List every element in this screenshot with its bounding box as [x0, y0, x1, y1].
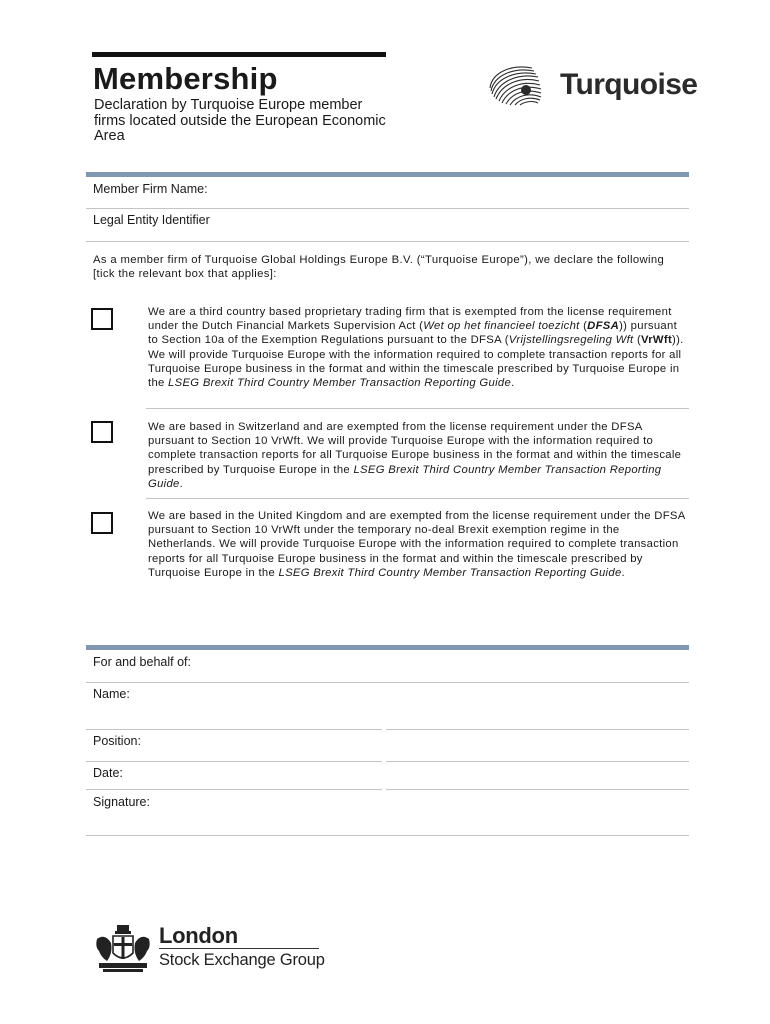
- date-label: Date:: [93, 766, 123, 780]
- option-2-checkbox[interactable]: [91, 421, 113, 443]
- lei-field[interactable]: [86, 241, 689, 242]
- section-divider: [86, 645, 689, 650]
- page-title: Membership: [93, 61, 278, 96]
- position-field[interactable]: [386, 761, 689, 762]
- member-firm-name-field[interactable]: [86, 208, 689, 209]
- lseg-logo: [93, 921, 333, 977]
- turquoise-logo: [486, 62, 706, 110]
- page-subtitle: Declaration by Turquoise Europe member firms located outside the European Economic Area: [94, 97, 386, 144]
- name-field-rule: [86, 729, 382, 730]
- option-1-checkbox[interactable]: [91, 308, 113, 330]
- name-label: Name:: [93, 687, 130, 701]
- option-3-text: We are based in the United Kingdom and are exempted from the license requirement under the DFSA pursuant to Section 10 VrWft under the temporary no-deal Brexit exemption regime in the Netherlands. We will provide Turquoise Europe with the information required to complete transaction reports for all Turquoise Europe business in the format and within the timescale prescribed by Turquoise Europe in the LSEG Brexit Third Country Member Transaction Reporting Guide.: [148, 510, 685, 579]
- position-field-rule: [86, 761, 382, 762]
- option-1-text: We are a third country based proprietary trading firm that is exempted from the license requirement under the Dutch Financial Markets Supervision Act (Wet op het financieel toezicht (DFSA)) pursuant to Section 10a of the Exemption Regulations pursuant to the DFSA (Vrijstellingsregeling Wft (VrWft)). We will provide Turquoise Europe with the information required to complete transaction reports for all Turquoise Europe business in the format and within the timescale prescribed by Turquoise Europe in the LSEG Brexit Third Country Member Transaction Reporting Guide.: [148, 306, 684, 390]
- option-3-checkbox[interactable]: [91, 512, 113, 534]
- intro-text: As a member firm of Turquoise Global Holdings Europe B.V. (“Turquoise Europe”), we declare the following [tick the relevant box that applies]:: [93, 254, 665, 281]
- lseg-wordmark-london: London: [159, 923, 238, 948]
- turquoise-wordmark: Turquoise: [560, 68, 698, 101]
- name-field[interactable]: [386, 729, 689, 730]
- option-divider: [146, 498, 689, 499]
- lseg-crest-icon: [93, 921, 153, 975]
- signature-label: Signature:: [93, 795, 150, 809]
- turquoise-swirl-icon: [486, 62, 556, 110]
- date-field-rule: [86, 789, 382, 790]
- member-firm-name-label: Member Firm Name:: [93, 182, 208, 196]
- position-label: Position:: [93, 734, 141, 748]
- lei-label: Legal Entity Identifier: [93, 213, 210, 227]
- section-divider: [86, 172, 689, 177]
- option-divider: [146, 408, 689, 409]
- lseg-wordmark-group: Stock Exchange Group: [159, 951, 325, 969]
- option-2-text: We are based in Switzerland and are exempted from the license requirement under the DFSA pursuant to Section 10 VrWft. We will provide Turquoise Europe with the information required to complete transaction reports for all Turquoise Europe business in the format and within the timescale prescribed by Turquoise Europe in the LSEG Brexit Third Country Member Transaction Reporting Guide.: [148, 421, 682, 490]
- header-rule: [92, 52, 386, 57]
- signature-field[interactable]: [86, 835, 689, 836]
- lseg-wordmark-rule: [159, 948, 319, 949]
- behalf-field[interactable]: [86, 682, 689, 683]
- behalf-label: For and behalf of:: [93, 655, 191, 669]
- date-field[interactable]: [386, 789, 689, 790]
